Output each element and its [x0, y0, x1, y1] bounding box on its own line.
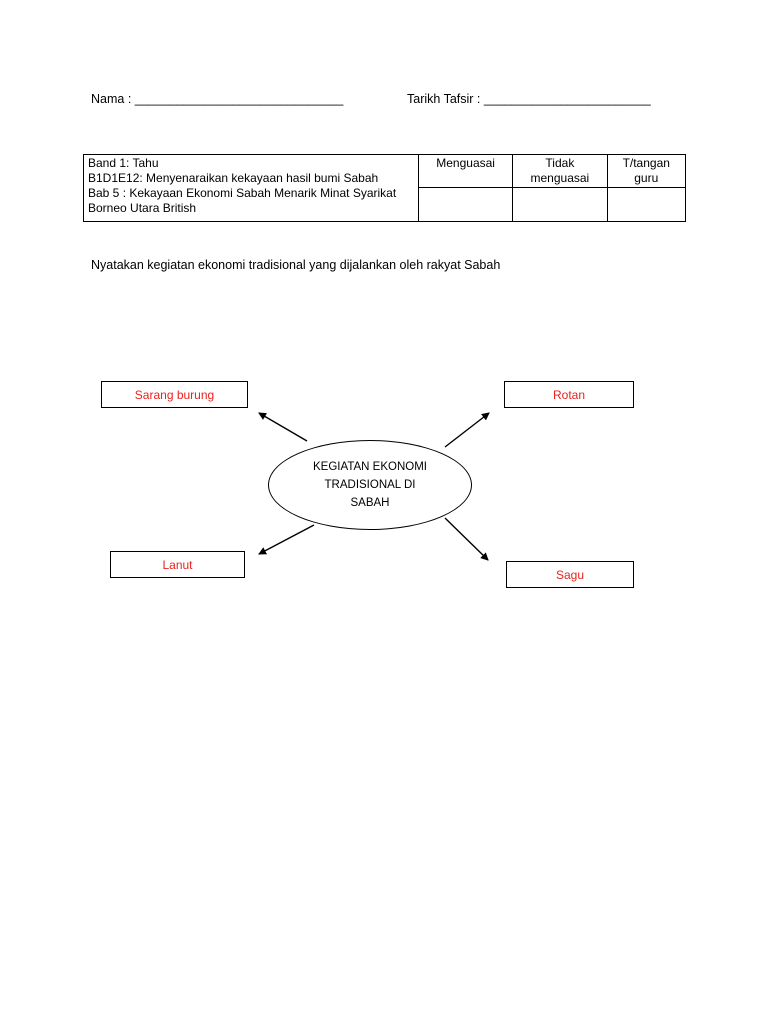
header-menguasai-text: Menguasai: [436, 156, 495, 170]
answer-box-top-left[interactable]: [101, 381, 248, 408]
answer-text: Rotan: [552, 387, 586, 402]
answer-text: Lanut: [162, 557, 193, 572]
answer-box-bottom-right[interactable]: [506, 561, 634, 588]
arrow-bottom-right: [445, 518, 488, 560]
instruction-text: Nyatakan kegiatan ekonomi tradisional yang dijalankan oleh rakyat Sabah: [91, 258, 501, 272]
header-tidak-text: Tidak: [545, 156, 575, 170]
arrow-top-right: [445, 413, 489, 447]
center-line: TRADISIONAL DI: [324, 479, 416, 491]
center-line: SABAH: [350, 497, 390, 509]
band-line: Bab 5 : Kekayaan Ekonomi Sabah Menarik Minat Syarikat: [88, 186, 397, 200]
header-guru-text: guru: [634, 171, 659, 185]
band-line: B1D1E12: Menyenaraikan kekayaan hasil bumi Sabah: [88, 171, 379, 185]
center-line: KEGIATAN EKONOMI: [313, 461, 427, 473]
arrow-top-left: [259, 413, 307, 441]
header-menguasai2-text: menguasai: [530, 171, 590, 185]
arrow-bottom-left: [259, 525, 314, 554]
nama-field: Nama : ______________________________: [91, 92, 344, 106]
answer-text: Sagu: [555, 567, 585, 582]
band-line: Band 1: Tahu: [88, 156, 159, 170]
header-ttangan-text: T/tangan: [622, 156, 670, 170]
answer-box-bottom-left[interactable]: [110, 551, 245, 578]
band-line: Borneo Utara British: [88, 201, 197, 215]
answer-text: Sarang burung: [134, 387, 215, 402]
tarikh-tafsir-field: Tarikh Tafsir : ________________________: [407, 92, 651, 106]
center-ellipse: [268, 440, 472, 530]
answer-box-top-right[interactable]: [504, 381, 634, 408]
